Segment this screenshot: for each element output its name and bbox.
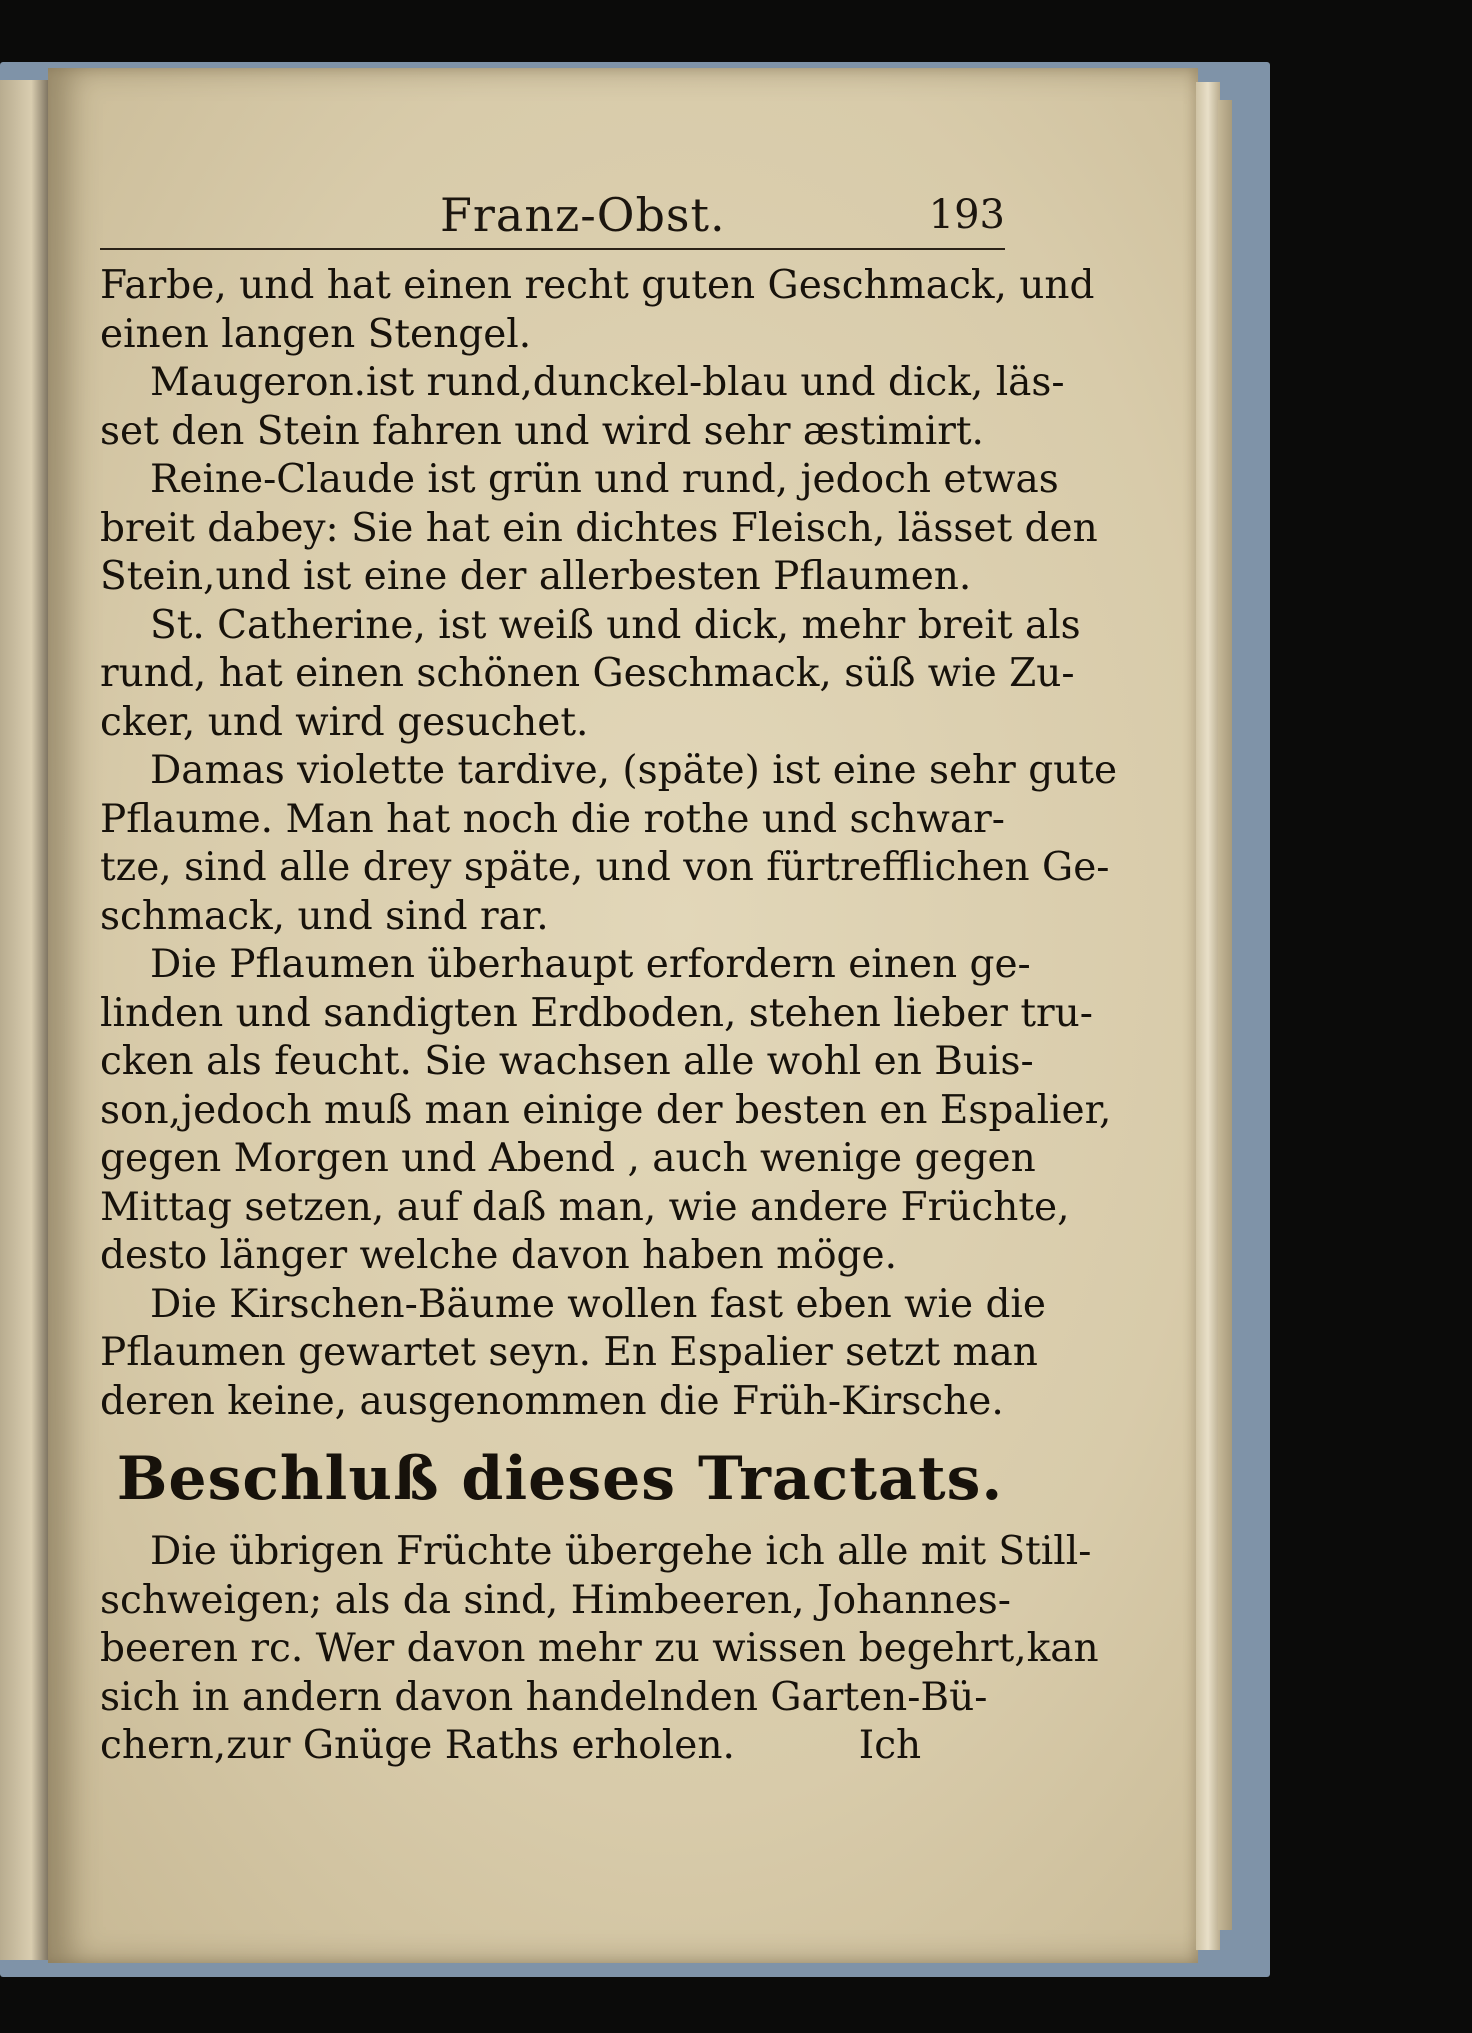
- text-line: Die Pflaumen überhaupt erfordern einen ge-: [150, 942, 1031, 987]
- text-line: Maugeron.ist rund,dunckel-blau und dick, läs-: [150, 360, 1065, 405]
- text-line: Reine-Claude ist grün und rund, jedoch etwas: [150, 457, 1059, 502]
- text-line: Pflaumen gewartet seyn. En Espalier setzt man: [100, 1330, 1038, 1375]
- text-line: Pflaume. Man hat noch die rothe und schwar-: [100, 796, 1005, 842]
- text-line: rund, hat einen schönen Geschmack, süß wie Zu-: [100, 651, 1075, 696]
- text-line: deren keine, ausgenommen die Früh-Kirsche.: [100, 1378, 1004, 1424]
- text-line: breit dabey: Sie hat ein dichtes Fleisch, lässet den: [100, 505, 1098, 551]
- text-line: cker, und wird gesuchet.: [100, 699, 589, 745]
- text-line: set den Stein fahren und wird sehr æstimirt.: [100, 408, 984, 454]
- section-heading: Beschluß dieses Tractats.: [116, 1444, 1004, 1514]
- text-line: Farbe, und hat einen recht guten Geschmack, und: [100, 263, 1095, 308]
- text-line: chern,zur Gnüge Raths erholen. Ich: [100, 1723, 922, 1768]
- facing-page-edge: [0, 80, 52, 1960]
- text-line: einen langen Stengel.: [100, 311, 532, 357]
- text-line: sich in andern davon handelnden Garten-Bü-: [100, 1674, 988, 1720]
- running-title: Franz-Obst.: [440, 188, 726, 242]
- text-line: tze, sind alle drey späte, und von fürtrefflichen Ge-: [100, 845, 1110, 890]
- text-line: linden und sandigten Erdboden, stehen lieber tru-: [100, 990, 1093, 1036]
- text-line: desto länger welche davon haben möge.: [100, 1233, 897, 1278]
- text-line: beeren rc. Wer davon mehr zu wissen begehrt,kan: [100, 1626, 1099, 1671]
- page-header: [100, 188, 1005, 250]
- text-line: gegen Morgen und Abend , auch wenige gegen: [100, 1136, 1036, 1181]
- page-edge: [1196, 82, 1220, 1950]
- text-line: schmack, und sind rar.: [100, 893, 549, 939]
- text-line: Die übrigen Früchte übergehe ich alle mit Still-: [150, 1529, 1092, 1574]
- text-line: Damas violette tardive, (späte) ist eine sehr gute: [150, 748, 1118, 793]
- page-number: 193: [928, 192, 1005, 238]
- page-stack-edge: [1218, 100, 1232, 1930]
- text-line: St. Catherine, ist weiß und dick, mehr breit als: [150, 602, 1081, 648]
- text-line: son,jedoch muß man einige der besten en Espalier,: [100, 1087, 1112, 1133]
- text-line: Stein,und ist eine der allerbesten Pflaumen.: [100, 554, 972, 599]
- text-line: Die Kirschen-Bäume wollen fast eben wie die: [150, 1281, 1046, 1327]
- page-body: [100, 262, 1118, 1771]
- text-line: cken als feucht. Sie wachsen alle wohl en Buis-: [100, 1039, 1034, 1084]
- text-line: Mittag setzen, auf daß man, wie andere Früchte,: [100, 1184, 1070, 1230]
- text-line: schweigen; als da sind, Himbeeren, Johannes-: [100, 1577, 1011, 1623]
